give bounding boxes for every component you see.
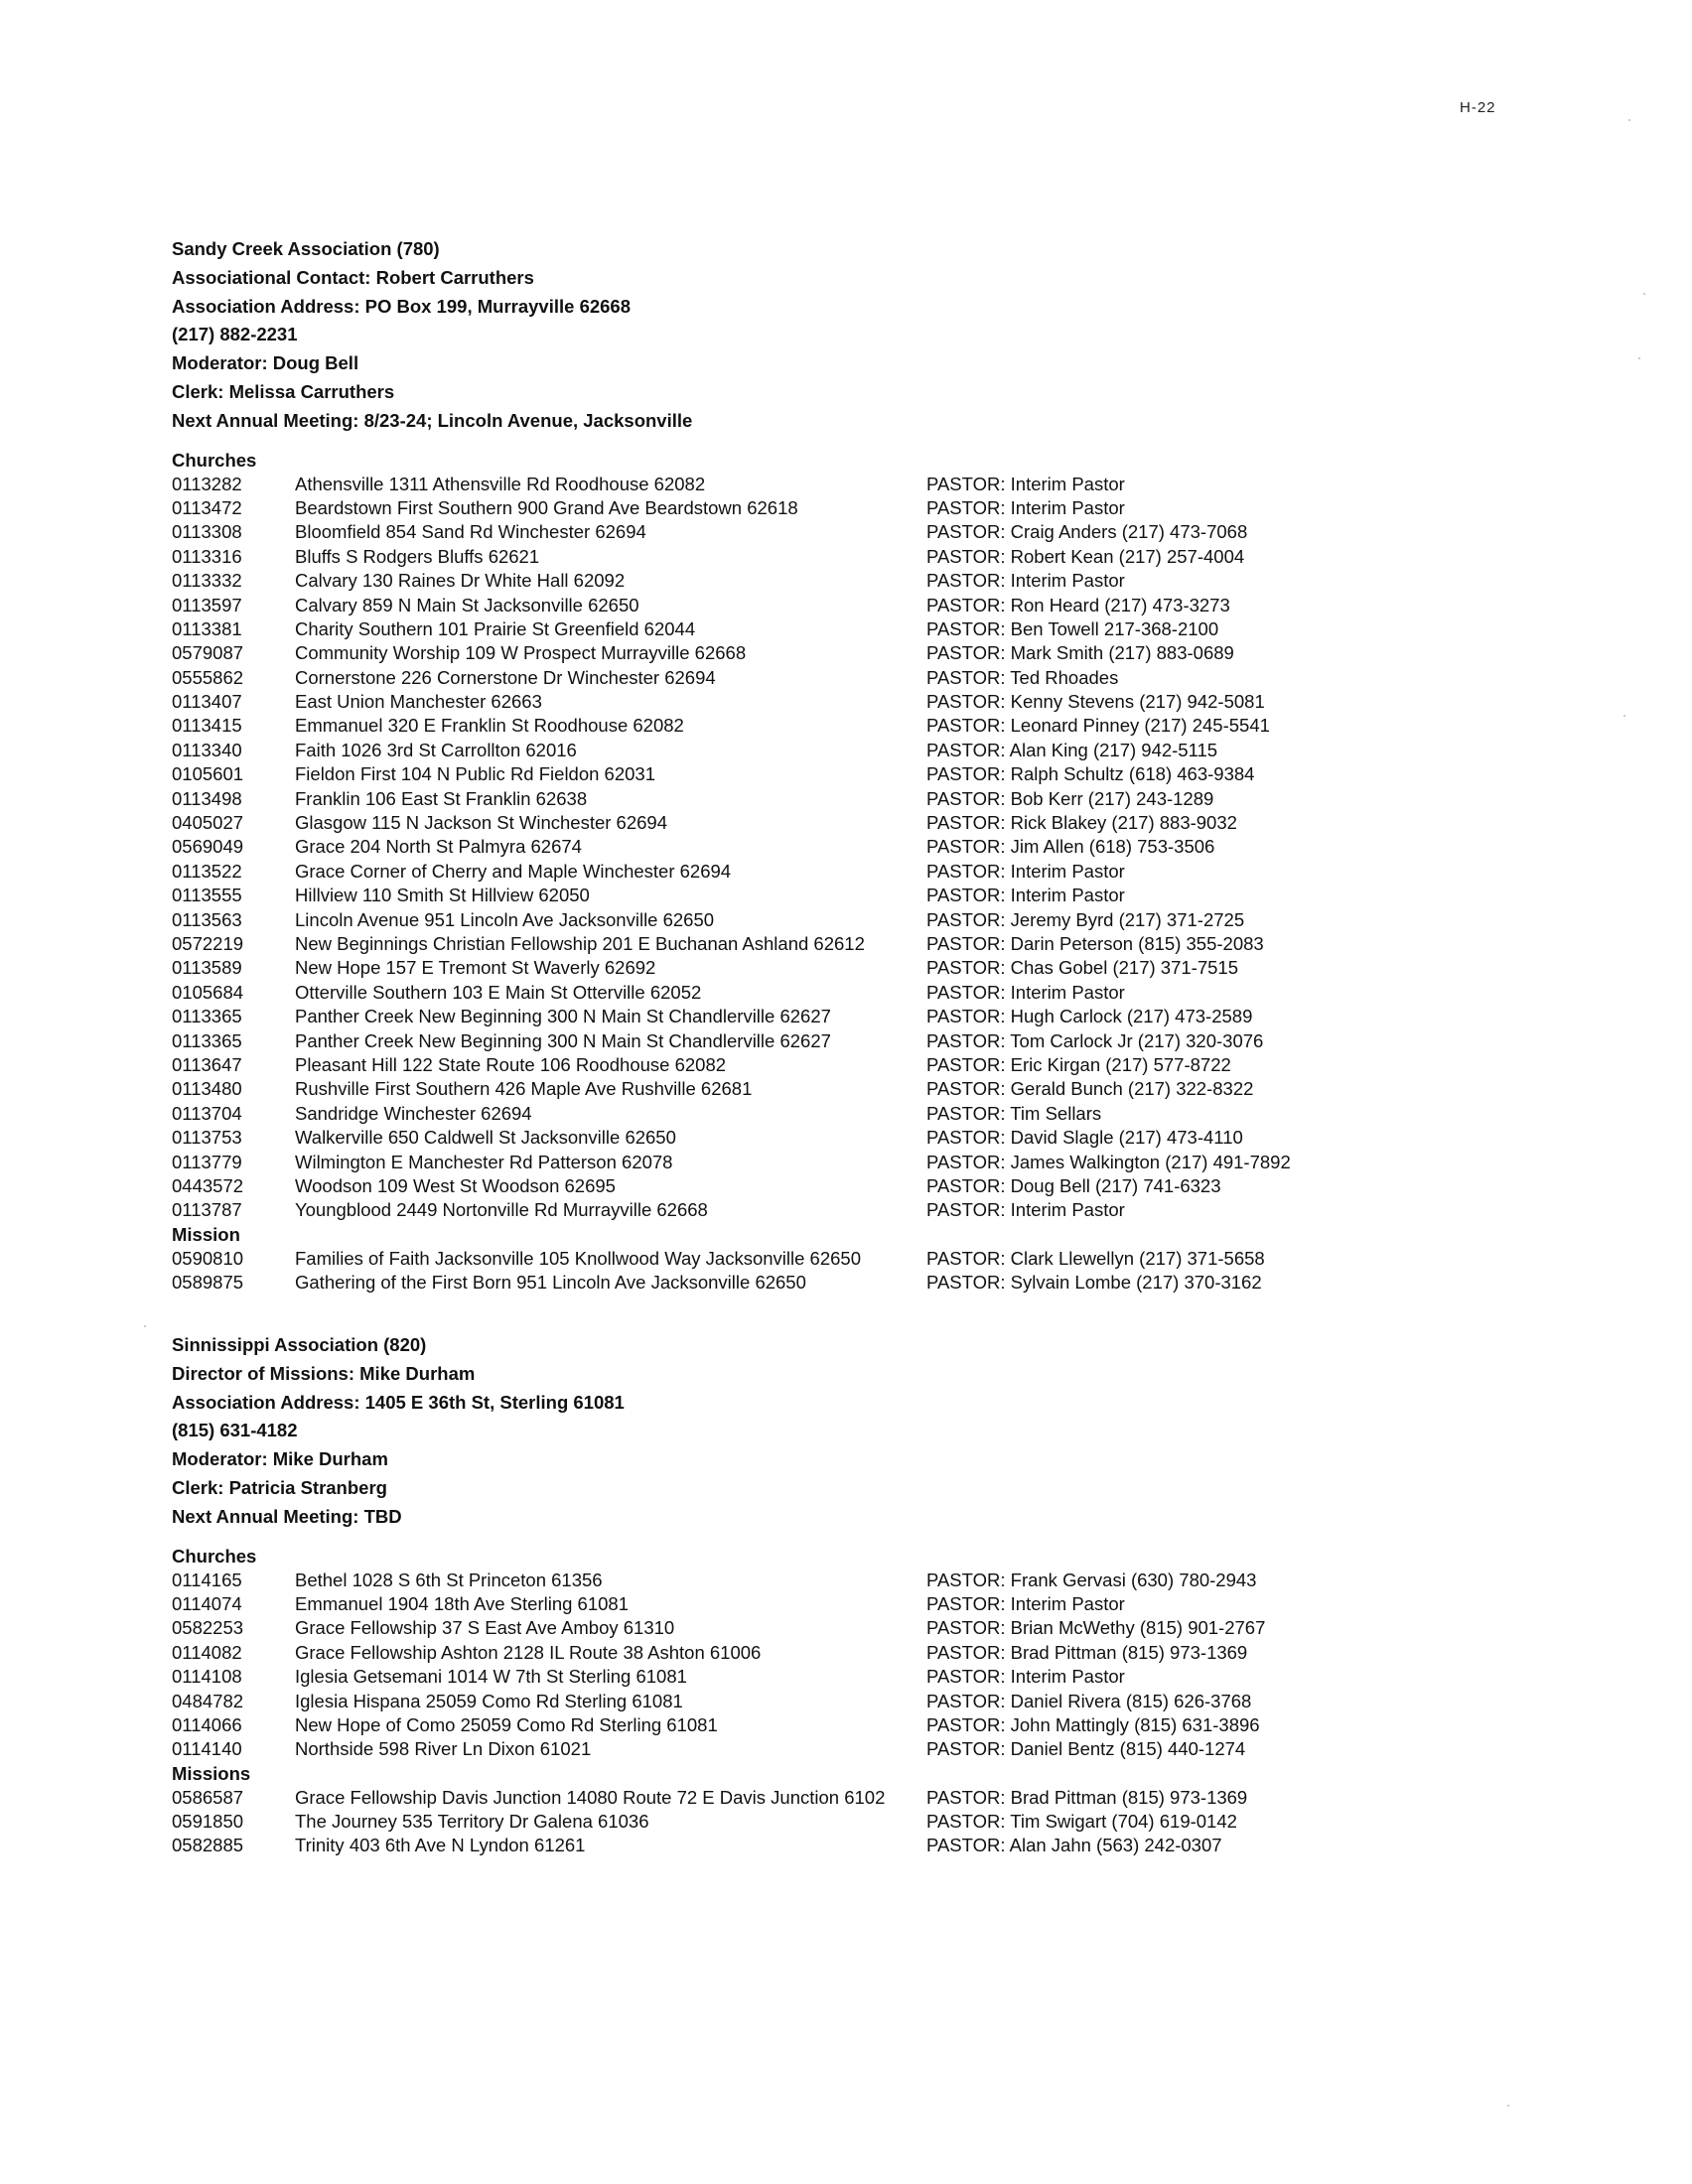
church-name-address: Beardstown First Southern 900 Grand Ave Beardstown 62618 [295, 496, 798, 518]
church-id: 0113480 [172, 1078, 242, 1100]
church-id: 0113563 [172, 908, 242, 930]
scan-speck [1643, 293, 1645, 295]
church-row [172, 981, 1612, 1005]
church-row [172, 1592, 1612, 1616]
church-id: 0113589 [172, 957, 242, 979]
church-name-address: Otterville Southern 103 E Main St Otterville 62052 [295, 981, 702, 1003]
mission-id: 0591850 [172, 1811, 244, 1833]
pastor-info: PASTOR: Ron Heard (217) 473-3273 [926, 594, 1230, 615]
church-id: 0113779 [172, 1151, 242, 1172]
church-id: 0114066 [172, 1713, 242, 1735]
church-id: 0113704 [172, 1102, 242, 1124]
pastor-info: PASTOR: Ted Rhoades [926, 666, 1119, 688]
church-id: 0114140 [172, 1738, 242, 1760]
church-name-address: Emmanuel 320 E Franklin St Roodhouse 62082 [295, 715, 684, 737]
church-name-address: Emmanuel 1904 18th Ave Sterling 61081 [295, 1592, 629, 1614]
scan-speck [1623, 715, 1625, 717]
pastor-info: PASTOR: Tim Swigart (704) 619-0142 [926, 1811, 1237, 1833]
church-row [172, 1174, 1612, 1198]
header-line: Moderator: Doug Bell [172, 352, 359, 374]
church-id: 0113472 [172, 496, 242, 518]
church-row [172, 884, 1612, 907]
pastor-info: PASTOR: Mark Smith (217) 883-0689 [926, 642, 1234, 664]
header-line: Association Address: 1405 E 36th St, Sterling 61081 [172, 1391, 625, 1413]
church-row [172, 811, 1612, 835]
church-name-address: Panther Creek New Beginning 300 N Main St Chandlerville 62627 [295, 1029, 831, 1051]
church-id: 0113415 [172, 715, 242, 737]
pastor-info: PASTOR: John Mattingly (815) 631-3896 [926, 1713, 1260, 1735]
church-name-address: New Beginnings Christian Fellowship 201 E Buchanan Ashland 62612 [295, 933, 865, 954]
header-line: (815) 631-4182 [172, 1420, 298, 1441]
church-row [172, 787, 1612, 811]
church-name-address: Wilmington E Manchester Rd Patterson 62078 [295, 1151, 673, 1172]
missions-label: Missions [172, 1762, 251, 1784]
church-id: 0113340 [172, 739, 242, 760]
pastor-info: PASTOR: Bob Kerr (217) 243-1289 [926, 787, 1214, 809]
church-row [172, 690, 1612, 714]
pastor-info: PASTOR: Doug Bell (217) 741-6323 [926, 1174, 1221, 1196]
church-name-address: Iglesia Hispana 25059 Como Rd Sterling 61081 [295, 1690, 683, 1711]
pastor-info: PASTOR: Hugh Carlock (217) 473-2589 [926, 1006, 1253, 1027]
church-name-address: Panther Creek New Beginning 300 N Main St Chandlerville 62627 [295, 1006, 831, 1027]
church-id: 0113597 [172, 594, 242, 615]
pastor-info: PASTOR: Tim Sellars [926, 1102, 1102, 1124]
church-name-address: Bluffs S Rodgers Bluffs 62621 [295, 545, 540, 567]
header-line: (217) 882-2231 [172, 324, 298, 345]
church-id: 0484782 [172, 1690, 244, 1711]
scan-speck [1628, 119, 1630, 121]
pastor-info: PASTOR: Frank Gervasi (630) 780-2943 [926, 1569, 1257, 1590]
churches-label: Churches [172, 449, 257, 471]
churches-label: Churches [172, 1545, 257, 1567]
pastor-info: PASTOR: Daniel Bentz (815) 440-1274 [926, 1738, 1246, 1760]
church-name-address: Athensville 1311 Athensville Rd Roodhouse 62082 [295, 473, 706, 494]
scan-speck [1638, 357, 1640, 359]
pastor-info: PASTOR: Gerald Bunch (217) 322-8322 [926, 1078, 1254, 1100]
church-row [172, 520, 1612, 544]
church-name-address: Sandridge Winchester 62694 [295, 1102, 532, 1124]
pastor-info: PASTOR: Jim Allen (618) 753-3506 [926, 836, 1215, 858]
mission-id: 0586587 [172, 1786, 244, 1808]
pastor-info: PASTOR: Rick Blakey (217) 883-9032 [926, 812, 1237, 834]
church-id: 0105684 [172, 981, 244, 1003]
mission-name-address: The Journey 535 Territory Dr Galena 61036 [295, 1811, 649, 1833]
church-name-address: Glasgow 115 N Jackson St Winchester 62694 [295, 812, 667, 834]
mission-row [172, 1786, 1612, 1810]
pastor-info: PASTOR: Robert Kean (217) 257-4004 [926, 545, 1245, 567]
church-name-address: Youngblood 2449 Nortonville Rd Murrayville 62668 [295, 1199, 708, 1221]
church-name-address: Cornerstone 226 Cornerstone Dr Winchester 62694 [295, 666, 716, 688]
pastor-info: PASTOR: Brad Pittman (815) 973-1369 [926, 1641, 1248, 1663]
church-row [172, 1641, 1612, 1665]
pastor-info: PASTOR: Interim Pastor [926, 981, 1125, 1003]
header-line: Next Annual Meeting: TBD [172, 1505, 402, 1527]
header-line: Clerk: Patricia Stranberg [172, 1476, 387, 1498]
pastor-info: PASTOR: Leonard Pinney (217) 245-5541 [926, 715, 1270, 737]
church-name-address: Bethel 1028 S 6th St Princeton 61356 [295, 1569, 603, 1590]
church-id: 0114108 [172, 1666, 242, 1688]
church-row [172, 1665, 1612, 1689]
mission-name-address: Grace Fellowship Davis Junction 14080 Route 72 E Davis Junction 6102 [295, 1786, 886, 1808]
church-row [172, 932, 1612, 956]
pastor-info: PASTOR: Darin Peterson (815) 355-2083 [926, 933, 1264, 954]
church-id: 0113282 [172, 473, 242, 494]
church-id: 0555862 [172, 666, 244, 688]
church-row [172, 1713, 1612, 1737]
church-name-address: Grace 204 North St Palmyra 62674 [295, 836, 582, 858]
church-row [172, 1077, 1612, 1101]
pastor-info: PASTOR: Interim Pastor [926, 1199, 1125, 1221]
church-id: 0105601 [172, 763, 244, 785]
church-row [172, 762, 1612, 786]
mission-row [172, 1247, 1612, 1271]
pastor-info: PASTOR: Jeremy Byrd (217) 371-2725 [926, 908, 1245, 930]
church-row [172, 860, 1612, 884]
header-line: Association Address: PO Box 199, Murrayville 62668 [172, 295, 632, 317]
church-name-address: Faith 1026 3rd St Carrollton 62016 [295, 739, 577, 760]
church-row [172, 1569, 1612, 1592]
church-id: 0113522 [172, 860, 242, 882]
church-row [172, 1151, 1612, 1174]
church-id: 0113787 [172, 1199, 242, 1221]
church-name-address: East Union Manchester 62663 [295, 691, 542, 713]
pastor-info: PASTOR: Ben Towell 217-368-2100 [926, 617, 1219, 639]
pastor-info: PASTOR: James Walkington (217) 491-7892 [926, 1151, 1291, 1172]
church-name-address: Rushville First Southern 426 Maple Ave Rushville 62681 [295, 1078, 753, 1100]
pastor-info: PASTOR: Clark Llewellyn (217) 371-5658 [926, 1247, 1265, 1269]
church-id: 0569049 [172, 836, 244, 858]
pastor-info: PASTOR: Alan King (217) 942-5115 [926, 739, 1218, 760]
church-row [172, 617, 1612, 641]
church-id: 0113365 [172, 1029, 242, 1051]
header-line: Clerk: Melissa Carruthers [172, 380, 395, 402]
church-id: 0579087 [172, 642, 244, 664]
church-name-address: New Hope 157 E Tremont St Waverly 62692 [295, 957, 656, 979]
church-name-address: Northside 598 River Ln Dixon 61021 [295, 1738, 592, 1760]
association-header [172, 235, 1612, 436]
church-row [172, 714, 1612, 738]
pastor-info: PASTOR: Daniel Rivera (815) 626-3768 [926, 1690, 1252, 1711]
church-name-address: Calvary 859 N Main St Jacksonville 62650 [295, 594, 639, 615]
church-id: 0114082 [172, 1641, 242, 1663]
church-row [172, 1737, 1612, 1761]
pastor-info: PASTOR: Interim Pastor [926, 473, 1125, 494]
mission-name-address: Families of Faith Jacksonville 105 Knollwood Way Jacksonville 62650 [295, 1247, 862, 1269]
mission-name-address: Trinity 403 6th Ave N Lyndon 61261 [295, 1835, 586, 1856]
church-row [172, 1616, 1612, 1640]
church-row [172, 545, 1612, 569]
mission-id: 0589875 [172, 1272, 244, 1294]
pastor-info: PASTOR: Interim Pastor [926, 860, 1125, 882]
pastor-info: PASTOR: Interim Pastor [926, 885, 1125, 906]
church-id: 0114074 [172, 1592, 242, 1614]
pastor-info: PASTOR: Kenny Stevens (217) 942-5081 [926, 691, 1265, 713]
church-id: 0113381 [172, 617, 242, 639]
mission-id: 0590810 [172, 1247, 244, 1269]
church-id: 0582253 [172, 1617, 244, 1639]
association-header [172, 1331, 1612, 1532]
church-row [172, 1690, 1612, 1713]
page-number: H-22 [1460, 99, 1496, 116]
mission-name-address: Gathering of the First Born 951 Lincoln Ave Jacksonville 62650 [295, 1272, 806, 1294]
church-name-address: Fieldon First 104 N Public Rd Fieldon 62031 [295, 763, 655, 785]
pastor-info: PASTOR: Eric Kirgan (217) 577-8722 [926, 1053, 1231, 1075]
pastor-info: PASTOR: David Slagle (217) 473-4110 [926, 1127, 1243, 1149]
header-line: Associational Contact: Robert Carruthers [172, 266, 534, 288]
church-name-address: Grace Fellowship 37 S East Ave Amboy 61310 [295, 1617, 675, 1639]
church-id: 0405027 [172, 812, 244, 834]
church-name-address: Pleasant Hill 122 State Route 106 Roodhouse 62082 [295, 1053, 727, 1075]
pastor-info: PASTOR: Ralph Schultz (618) 463-9384 [926, 763, 1255, 785]
mission-row [172, 1810, 1612, 1834]
church-row [172, 1102, 1612, 1126]
church-name-address: Lincoln Avenue 951 Lincoln Ave Jacksonville 62650 [295, 908, 715, 930]
missions-label: Mission [172, 1223, 240, 1245]
church-row [172, 666, 1612, 690]
church-id: 0113332 [172, 570, 242, 592]
church-row [172, 1005, 1612, 1028]
mission-row [172, 1834, 1612, 1857]
church-id: 0113498 [172, 787, 242, 809]
mission-row [172, 1271, 1612, 1295]
church-id: 0113308 [172, 521, 242, 543]
church-name-address: Walkerville 650 Caldwell St Jacksonville 62650 [295, 1127, 676, 1149]
pastor-info: PASTOR: Brad Pittman (815) 973-1369 [926, 1786, 1248, 1808]
church-row [172, 594, 1612, 617]
pastor-info: PASTOR: Interim Pastor [926, 496, 1125, 518]
church-id: 0113365 [172, 1006, 242, 1027]
church-row [172, 1029, 1612, 1053]
church-row [172, 908, 1612, 932]
church-name-address: Woodson 109 West St Woodson 62695 [295, 1174, 616, 1196]
church-id: 0113647 [172, 1053, 242, 1075]
church-name-address: Bloomfield 854 Sand Rd Winchester 62694 [295, 521, 646, 543]
church-name-address: Community Worship 109 W Prospect Murrayville 62668 [295, 642, 747, 664]
header-line: Sinnissippi Association (820) [172, 1334, 427, 1355]
church-name-address: Grace Fellowship Ashton 2128 IL Route 38 Ashton 61006 [295, 1641, 762, 1663]
church-row [172, 1198, 1612, 1222]
church-id: 0113407 [172, 691, 242, 713]
church-row [172, 835, 1612, 859]
church-id: 0113555 [172, 885, 242, 906]
church-name-address: Iglesia Getsemani 1014 W 7th St Sterling 61081 [295, 1666, 687, 1688]
church-id: 0572219 [172, 933, 244, 954]
header-line: Next Annual Meeting: 8/23-24; Lincoln Avenue, Jacksonville [172, 409, 693, 431]
church-row [172, 1053, 1612, 1077]
header-line: Sandy Creek Association (780) [172, 238, 440, 259]
church-name-address: Calvary 130 Raines Dr White Hall 62092 [295, 570, 626, 592]
pastor-info: PASTOR: Craig Anders (217) 473-7068 [926, 521, 1248, 543]
church-row [172, 1126, 1612, 1150]
scan-speck [144, 1325, 146, 1327]
church-id: 0113753 [172, 1127, 242, 1149]
church-name-address: Grace Corner of Cherry and Maple Winchester 62694 [295, 860, 732, 882]
church-name-address: Hillview 110 Smith St Hillview 62050 [295, 885, 590, 906]
church-row [172, 956, 1612, 980]
pastor-info: PASTOR: Chas Gobel (217) 371-7515 [926, 957, 1238, 979]
church-id: 0114165 [172, 1569, 242, 1590]
pastor-info: PASTOR: Interim Pastor [926, 1592, 1125, 1614]
church-name-address: New Hope of Como 25059 Como Rd Sterling 61081 [295, 1713, 718, 1735]
church-row [172, 641, 1612, 665]
pastor-info: PASTOR: Interim Pastor [926, 1666, 1125, 1688]
association-section-sinnissippi [172, 1331, 1612, 1858]
scan-speck [1507, 2105, 1509, 2107]
church-id: 0443572 [172, 1174, 244, 1196]
church-name-address: Franklin 106 East St Franklin 62638 [295, 787, 588, 809]
pastor-info: PASTOR: Tom Carlock Jr (217) 320-3076 [926, 1029, 1264, 1051]
mission-id: 0582885 [172, 1835, 244, 1856]
pastor-info: PASTOR: Brian McWethy (815) 901-2767 [926, 1617, 1266, 1639]
header-line: Moderator: Mike Durham [172, 1448, 388, 1470]
header-line: Director of Missions: Mike Durham [172, 1362, 476, 1384]
church-row [172, 569, 1612, 593]
church-row [172, 739, 1612, 762]
pastor-info: PASTOR: Sylvain Lombe (217) 370-3162 [926, 1272, 1262, 1294]
church-row [172, 473, 1612, 496]
pastor-info: PASTOR: Interim Pastor [926, 570, 1125, 592]
church-id: 0113316 [172, 545, 242, 567]
church-row [172, 496, 1612, 520]
church-name-address: Charity Southern 101 Prairie St Greenfield 62044 [295, 617, 696, 639]
association-section-sandy-creek [172, 235, 1612, 1295]
pastor-info: PASTOR: Alan Jahn (563) 242-0307 [926, 1835, 1222, 1856]
